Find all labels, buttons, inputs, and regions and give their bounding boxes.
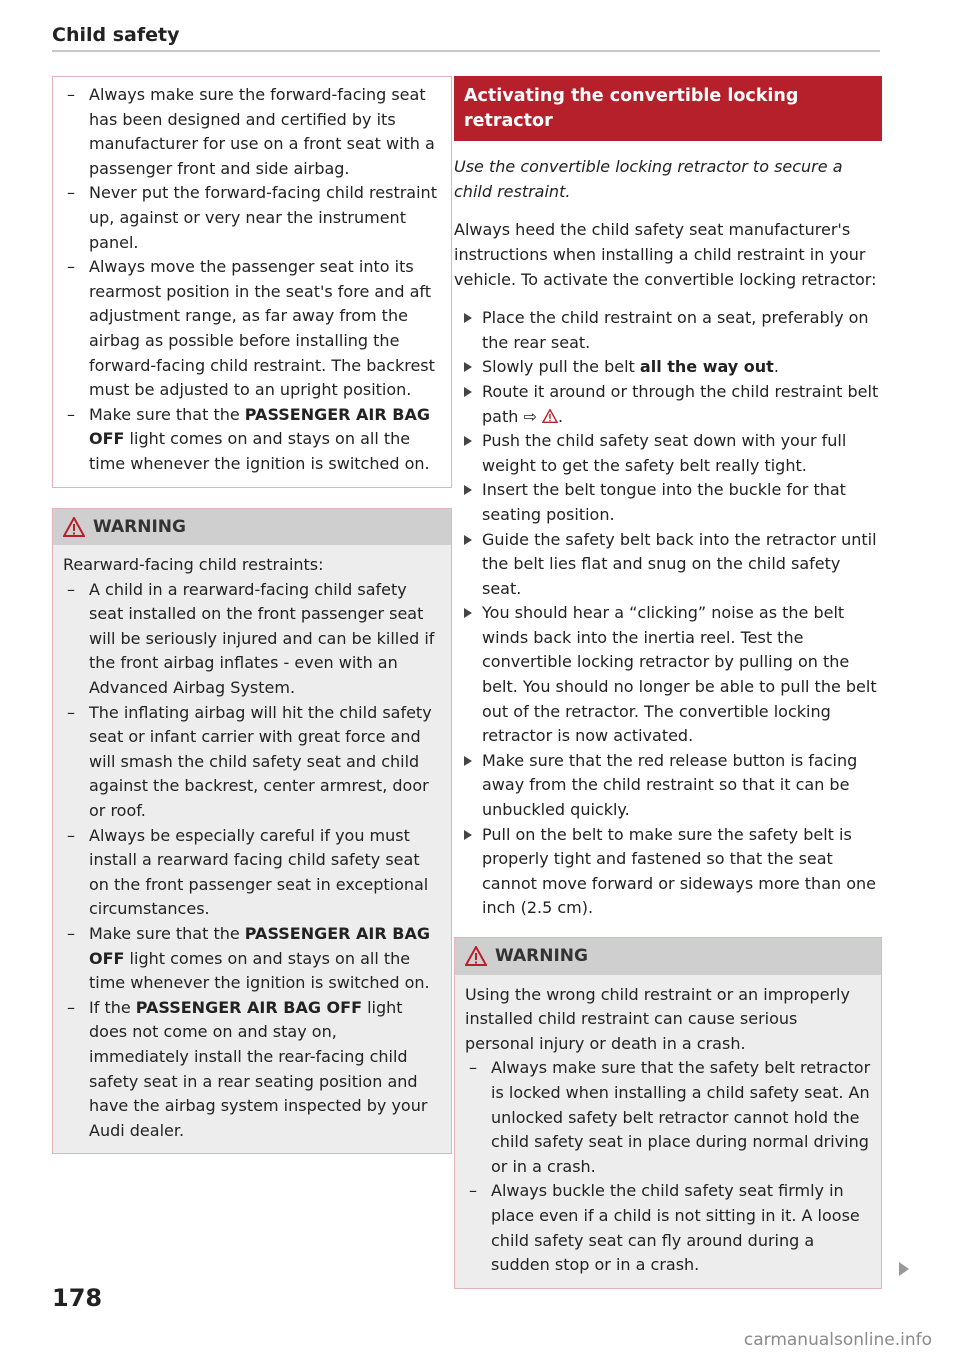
left-column [52, 76, 452, 1154]
step-item: Place the child restraint on a seat, preferably on the rear seat. [454, 306, 882, 355]
text-segment: . [773, 357, 779, 377]
list-item: – A child in a rearward-facing child safety seat installed on the front passenger seat will be seriously injured and can be killed if the front airbag inflates - even with an Advanced Airbag System. [63, 578, 441, 701]
section-intro: Use the convertible locking retractor to secure a child restraint. [454, 157, 843, 201]
bold-text: PASSENGER AIR BAG OFF [89, 924, 430, 968]
page-header-title: Child safety [52, 24, 180, 46]
continue-arrow-icon [899, 1262, 909, 1276]
step-list [454, 306, 882, 921]
text-segment: light does not come on and stay on, immediately install the rear-facing child safety seat in a rear seating position and have the airbag system inspected by your Audi dealer. [89, 997, 428, 1140]
warning-intro: Rearward-facing child restraints: [63, 555, 324, 575]
text-segment: If the [89, 997, 136, 1017]
list-item: – Always be especially careful if you must install a rearward facing child safety seat on the front passenger seat in exceptional circumstances. [63, 824, 441, 922]
text-segment: light comes on and stays on all the time whenever the ignition is switched on. [89, 429, 430, 473]
warning-header [53, 509, 451, 546]
notice-box [52, 76, 452, 488]
bold-text: PASSENGER AIR BAG OFF [89, 404, 430, 449]
bold-text: all the way out [639, 357, 774, 377]
bold-text: PASSENGER AIR BAG OFF [135, 997, 362, 1017]
list-item [63, 922, 441, 996]
watermark[interactable]: carmanualsonline.info [743, 1330, 932, 1350]
list-item: – Always buckle the child safety seat firmly in place even if a child is not sitting in it. A loose child safety seat can fly around during a sudden stop or in a crash. [465, 1179, 871, 1277]
section-title: Activating the convertible locking retractor [454, 76, 882, 141]
list-item [63, 403, 441, 477]
warning-reference-icon [542, 409, 558, 423]
text-segment: Route it around or through the child restraint belt path [482, 381, 879, 426]
step-item [454, 380, 882, 429]
warning-title: WARNING [495, 946, 588, 966]
warning-title: WARNING [93, 516, 186, 537]
warning-intro: Using the wrong child restraint or an improperly installed child restraint can cause serious personal injury or death in a crash. [465, 984, 850, 1053]
text-segment: Make sure that the [89, 404, 245, 424]
step-item: You should hear a “clicking” noise as the belt winds back into the inertia reel. Test the convertible locking retractor by pulling on the belt. You should no longer be able to pull the belt out of the retractor. The convertible locking retractor is now activated. [454, 601, 882, 749]
warning-box-left [52, 508, 452, 1155]
list-item [63, 996, 441, 1144]
list-item: – Never put the forward-facing child restraint up, against or very near the instrument panel. [63, 181, 441, 255]
step-item: Guide the safety belt back into the retractor until the belt lies flat and snug on the child safety seat. [454, 528, 882, 602]
text-segment: Slowly pull the belt [482, 357, 640, 377]
step-item: Push the child safety seat down with your full weight to get the safety belt really tight. [454, 429, 882, 478]
reference-arrow: ⇨ [523, 406, 537, 426]
step-item: Pull on the belt to make sure the safety belt is properly tight and fastened so that the seat cannot move forward or sideways more than one inch (2.5 cm). [454, 823, 882, 921]
notice-list [63, 83, 441, 477]
list-item: – Always make sure that the safety belt retractor is locked when installing a child safety seat. An unlocked safety belt retractor cannot hold the child safety seat in place during normal driving or in a crash. [465, 1056, 871, 1179]
warning-list [465, 1056, 871, 1277]
text-segment: . [557, 406, 564, 426]
body-paragraph: Always heed the child safety seat manufacturer's instructions when installing a child restraint in your vehicle. To activate the convertible locking retractor: [454, 220, 877, 289]
step-item [454, 355, 882, 380]
warning-header [455, 938, 881, 975]
text-segment: Make sure that the [89, 924, 245, 943]
right-column [454, 76, 882, 1289]
warning-triangle-icon [465, 946, 487, 966]
list-item: – Always make sure the forward-facing seat has been designed and certified by its manufacturer for use on a front seat with a passenger front and side airbag. [63, 83, 441, 181]
warning-box-right [454, 937, 882, 1289]
text-segment: light comes on and stays on all the time whenever the ignition is switched on. [89, 948, 430, 993]
step-item: Insert the belt tongue into the buckle for that seating position. [454, 478, 882, 527]
warning-list [63, 578, 441, 1144]
step-item: Make sure that the red release button is facing away from the child restraint so that it can be unbuckled quickly. [454, 749, 882, 823]
page-number: 178 [52, 1284, 103, 1312]
header-divider [52, 50, 880, 52]
list-item: – Always move the passenger seat into its rearmost position in the seat's fore and aft adjustment range, as far away from the airbag as possible before installing the forward-facing child restraint. The backrest must be adjusted to an upright position. [63, 255, 441, 403]
warning-triangle-icon [63, 517, 85, 537]
list-item: – The inflating airbag will hit the child safety seat or infant carrier with great force and will smash the child safety seat and child against the backrest, center armrest, door or roof. [63, 701, 441, 824]
